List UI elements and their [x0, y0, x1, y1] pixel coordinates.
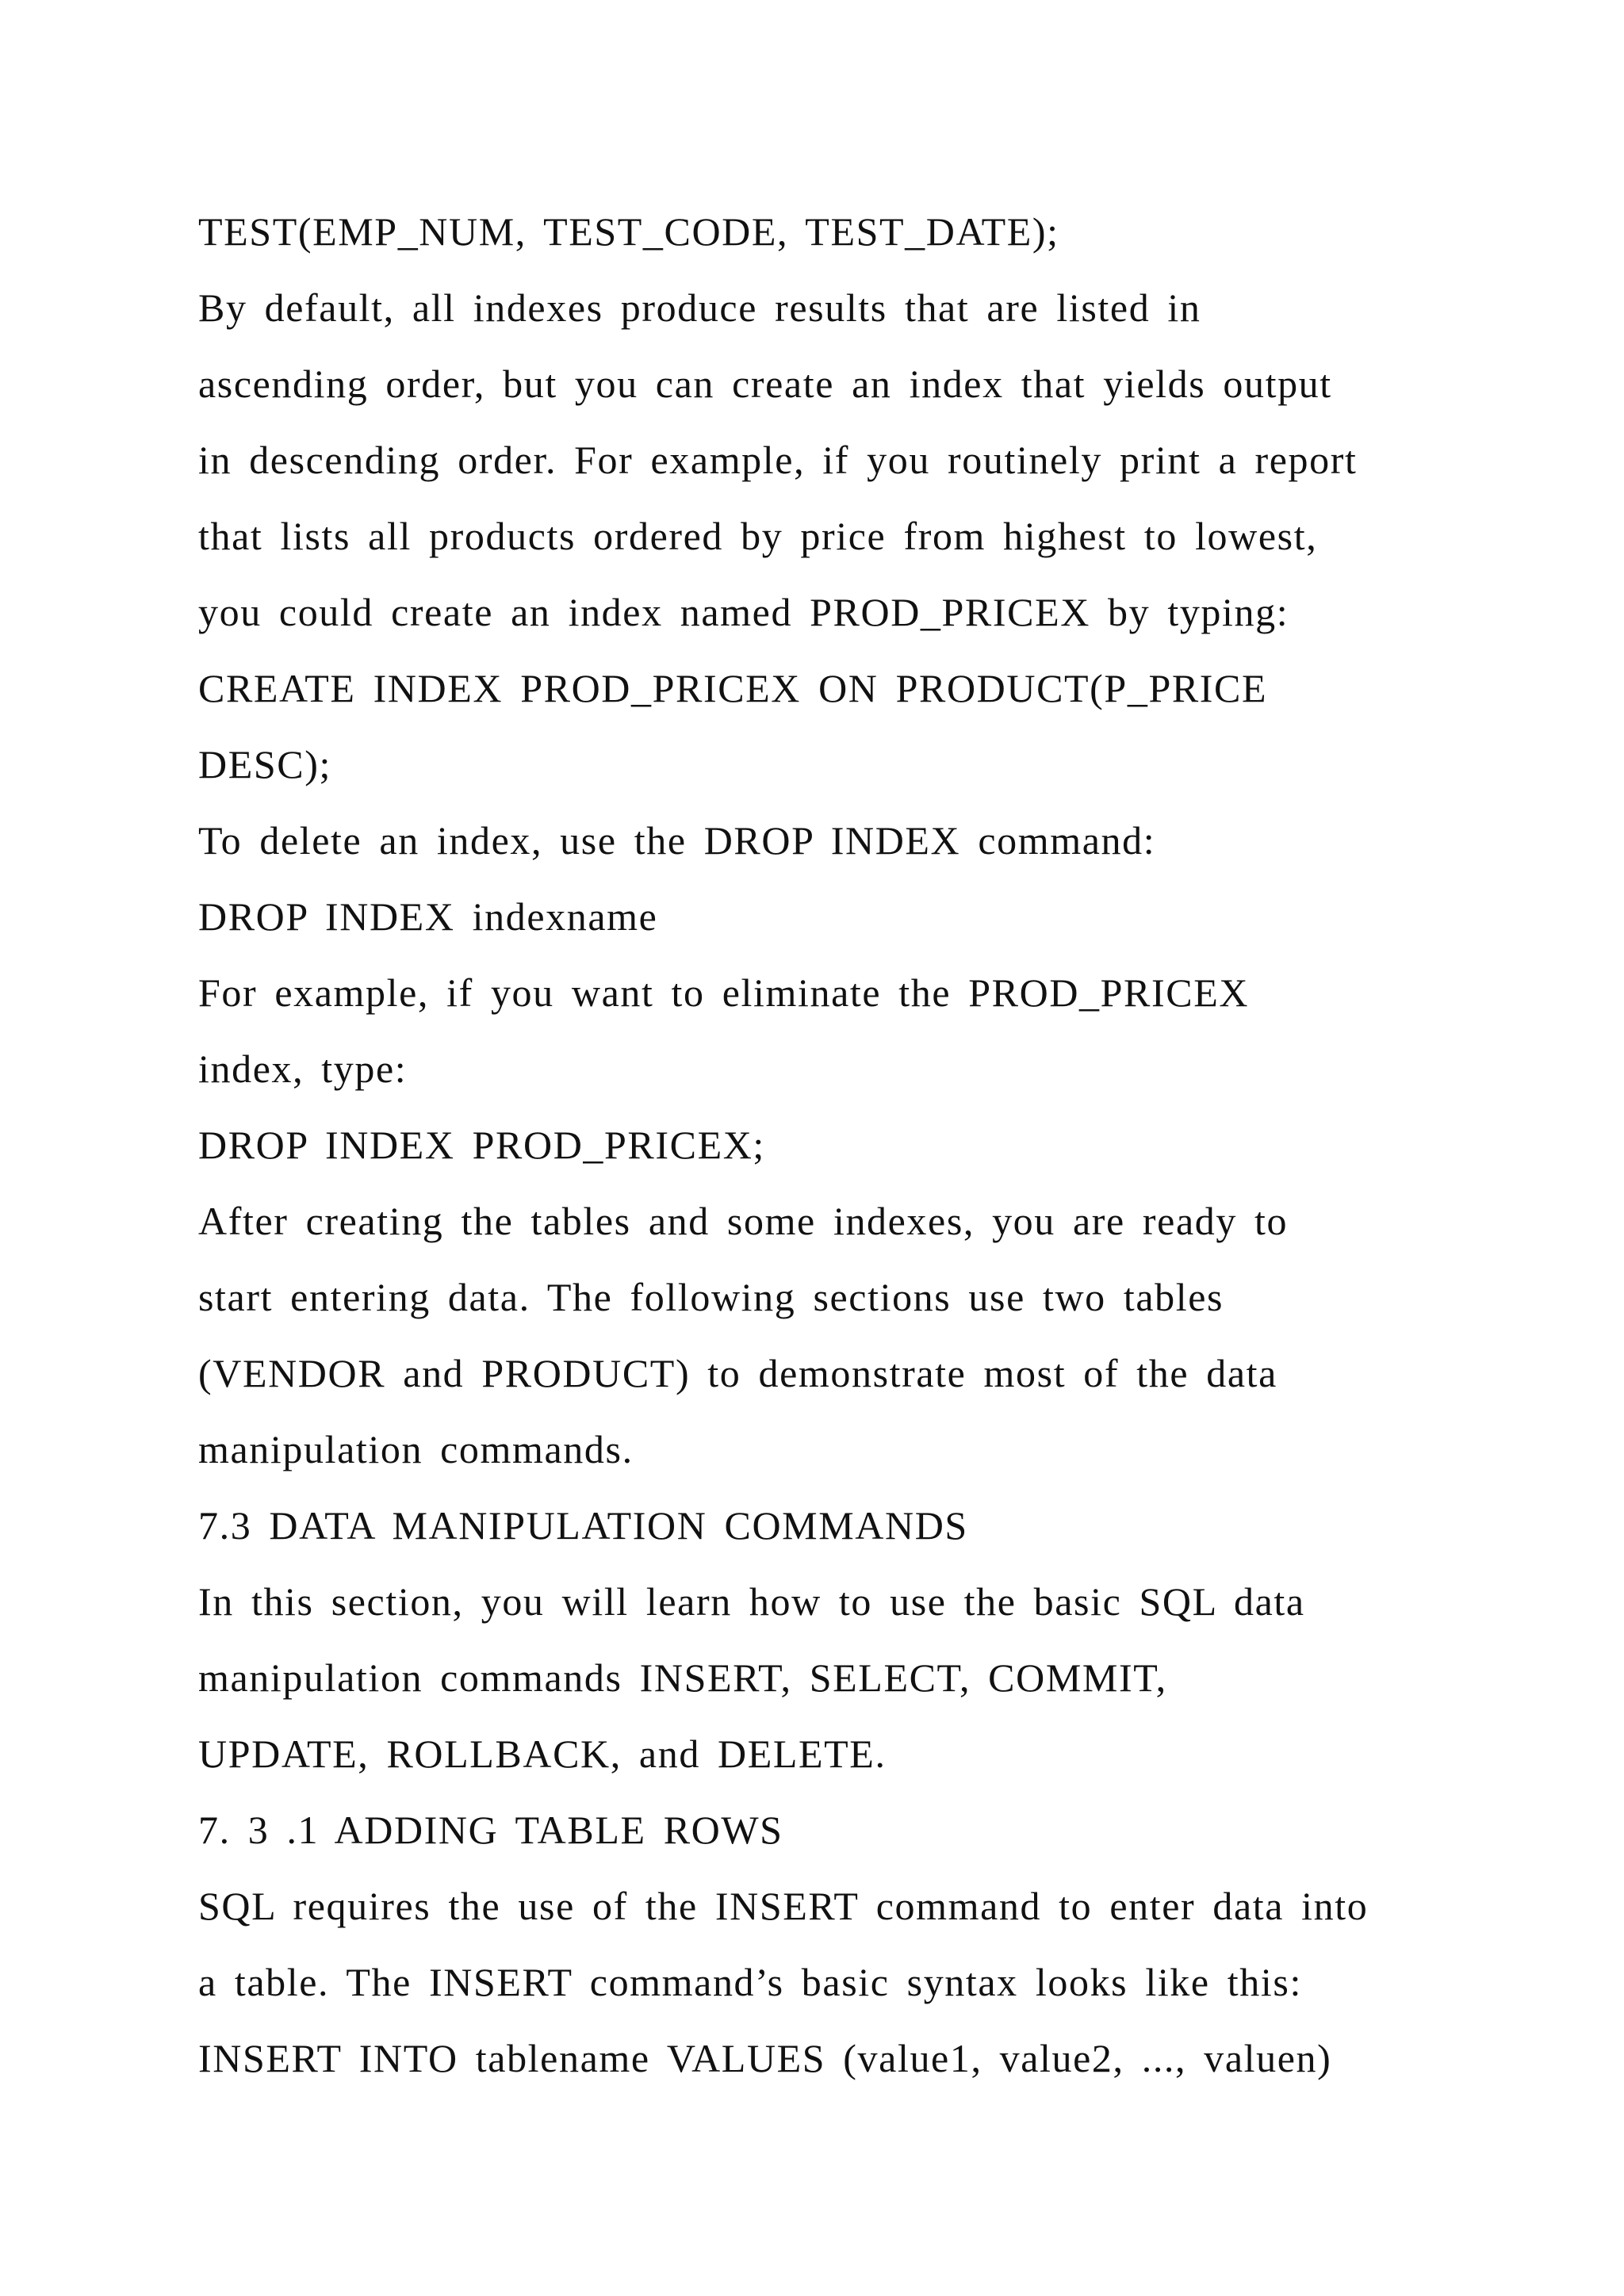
- paragraph-line: SQL requires the use of the INSERT command to enter data into: [198, 1884, 1369, 1928]
- paragraph-line: in descending order. For example, if you routinely print a report: [198, 438, 1358, 482]
- paragraph-line: To delete an index, use the DROP INDEX command:: [198, 818, 1156, 863]
- paragraph-line: you could create an index named PROD_PRICEX by typing:: [198, 590, 1289, 634]
- paragraph-line: (VENDOR and PRODUCT) to demonstrate most of the data: [198, 1351, 1277, 1395]
- paragraph-line: In this section, you will learn how to use the basic SQL data: [198, 1579, 1305, 1624]
- document-body: [198, 193, 1483, 2096]
- code-line-create-index: CREATE INDEX PROD_PRICEX ON PRODUCT(P_PRICE: [198, 666, 1268, 710]
- code-line-create-index-cont: DESC);: [198, 742, 331, 786]
- paragraph-line: For example, if you want to eliminate the PROD_PRICEX: [198, 970, 1250, 1015]
- code-line-drop-index: DROP INDEX PROD_PRICEX;: [198, 1123, 765, 1167]
- paragraph-line: manipulation commands.: [198, 1427, 634, 1471]
- paragraph-line: manipulation commands INSERT, SELECT, COMMIT,: [198, 1655, 1167, 1700]
- code-line-test-index-columns: TEST(EMP_NUM, TEST_CODE, TEST_DATE);: [198, 209, 1059, 254]
- paragraph-line: start entering data. The following sections use two tables: [198, 1275, 1224, 1319]
- paragraph-line: By default, all indexes produce results that are listed in: [198, 285, 1201, 330]
- section-heading: 7.3 DATA MANIPULATION COMMANDS: [198, 1503, 968, 1548]
- paragraph-line: a table. The INSERT command’s basic syntax looks like this:: [198, 1960, 1302, 2004]
- paragraph-line: UPDATE, ROLLBACK, and DELETE.: [198, 1732, 887, 1776]
- paragraph-line: ascending order, but you can create an index that yields output: [198, 362, 1332, 406]
- paragraph-line: index, type:: [198, 1047, 408, 1091]
- subsection-heading: 7. 3 .1 ADDING TABLE ROWS: [198, 1808, 783, 1852]
- paragraph-line: that lists all products ordered by price from highest to lowest,: [198, 514, 1318, 558]
- paragraph-line: After creating the tables and some indexes, you are ready to: [198, 1199, 1289, 1243]
- code-line-drop-index-syntax: DROP INDEX indexname: [198, 894, 658, 939]
- code-line-insert-syntax: INSERT INTO tablename VALUES (value1, value2, ..., valuen): [198, 2036, 1332, 2080]
